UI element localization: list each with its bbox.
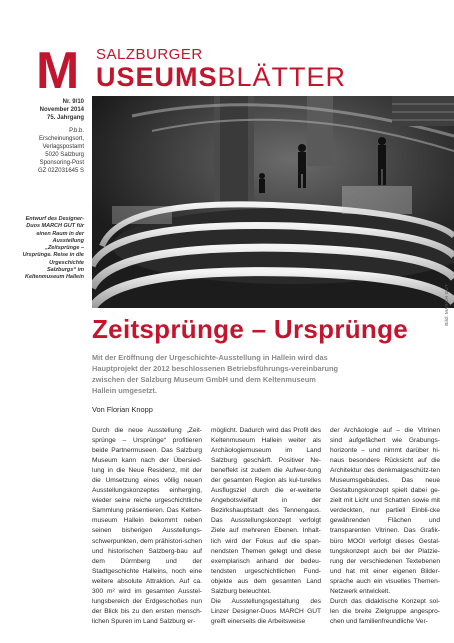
postal-line: Erscheinungsort, bbox=[38, 136, 84, 142]
issue-number: Nr. 9/10 bbox=[62, 99, 84, 105]
masthead-title-line bbox=[96, 62, 426, 92]
hero-image bbox=[92, 96, 454, 308]
image-credit: Bild: MARCH GUT bbox=[444, 284, 449, 326]
masthead-m-letter: M bbox=[36, 42, 80, 100]
postal-info bbox=[14, 127, 84, 175]
postal-line: 5020 Salzburg bbox=[45, 152, 84, 158]
image-caption: Entwurf des Designer-Duos MARCH GUT für einen Raum in der Ausstellung „Zeitsprünge – Ursprünge. Reise in die Urgeschichte Salzburgs“ im Keltenmuseum Hallein bbox=[22, 216, 84, 281]
issue-meta bbox=[14, 98, 84, 122]
article-column-1: Durch die neue Ausstellung „Zeit-sprünge – Ursprünge“ profitieren beide Partnermuseen. Das Salzburg Museum kann nach der Übersied-lung in die Neue Residenz, mit der die Umsetzung eines völlig neuen Ausstellungskonzeptes einherging, wieder seine reiche urgeschichtliche Sammlung präsentieren. Das Kelten-museum Hallein bekommt neben seinen bisherigen Ausstellungs-schwerpunkten, dem prähistori-schen und historischen Salzberg-bau auf dem Dürrnberg und der Stadtgeschichte Halleins, noch eine weitere absolute Attraktion. Auf ca. 300 m² wird im gesamten Ausstel-lungsbereich der Erdgeschoßes nun der Blick bis zu den ersten mensch-lichen Spuren im Land Salzburg er- bbox=[92, 427, 202, 625]
article-column-3: der Archäologie auf – die Vitrinen sind aufgefächert wie Grabungs-horizonte – und nimmt darüber hi-naus besondere Rücksicht auf die Architektur des denkmalgeschütz-ten Museumsgebäudes. Das neue Gestaltungskonzept spielt dabei ge-zielt mit Licht und Schatten sowie mit verdeckten, nur partiell Einbli-cke gewährenden Flächen und transparenten Vitrinen. Das Grafik-büro MOOI verfolgt dieses Gestal-tungskonzept auch bei der Platzie-rung der verschiedenen Textebenen und hat mit einer eigenen Bilder-sprache auch ein visuelles Themen-Netzwerk entwickelt. Durch das didaktische Konzept sol-len die breite Zielgruppe angespro-chen und familienfreundliche Ver- bbox=[330, 427, 440, 625]
postal-line: Verlagspostamt bbox=[42, 144, 84, 150]
masthead-top-word: SALZBURGER bbox=[96, 46, 203, 63]
article-lead: Mit der Eröffnung der Urgeschichte-Ausstellung in Hallein wird das Hauptprojekt der 2012 beschlossenen Betriebsführungs-vereinbarung zwischen der Salzburg Museum GmbH und dem Keltenmuseum Hallein umgesetzt. bbox=[92, 353, 339, 395]
masthead-light-word: BLÄTTER bbox=[217, 62, 347, 92]
postal-line: Sponsoring-Post bbox=[39, 160, 84, 166]
article-column-2: möglicht. Dadurch wird das Profil des Keltenmuseum Hallein weiter als Archäologiemuseum im Land Salzburg geschärft. Positiver Ne-beneffekt ist zudem die Aufwer-tung der gesamten Region als kul-turelles Ausflugsziel durch die er-weiterte Angebotsvielfalt in der Bezirkshauptstadt des Tennengaus. Das Ausstellungskonzept verfolgt Ziele auf mehreren Ebenen. Inhalt-lich wird der Fokus auf die span-nendsten Themen gelegt und diese exemplarisch anhand der bedeu-tendsten urgeschichtlichen Fund-objekte aus dem gesamten Land Salzburg beleuchtet. Die Ausstellungsgestaltung des Linzer Designer-Duos MARCH GUT greift einerseits die Arbeitsweise bbox=[211, 427, 321, 625]
exhibition-render-illustration bbox=[92, 96, 454, 308]
article-headline: Zeitsprünge – Ursprünge bbox=[92, 314, 409, 344]
masthead-bold-word: USEUMS bbox=[96, 62, 218, 92]
issue-date: November 2014 bbox=[39, 107, 84, 113]
postal-line: GZ 02Z031645 S bbox=[37, 168, 84, 174]
masthead bbox=[0, 0, 454, 100]
postal-line: P.b.b. bbox=[69, 128, 84, 134]
issue-year: 75. Jahrgang bbox=[46, 115, 84, 121]
article-byline: Von Florian Knopp bbox=[92, 405, 153, 414]
